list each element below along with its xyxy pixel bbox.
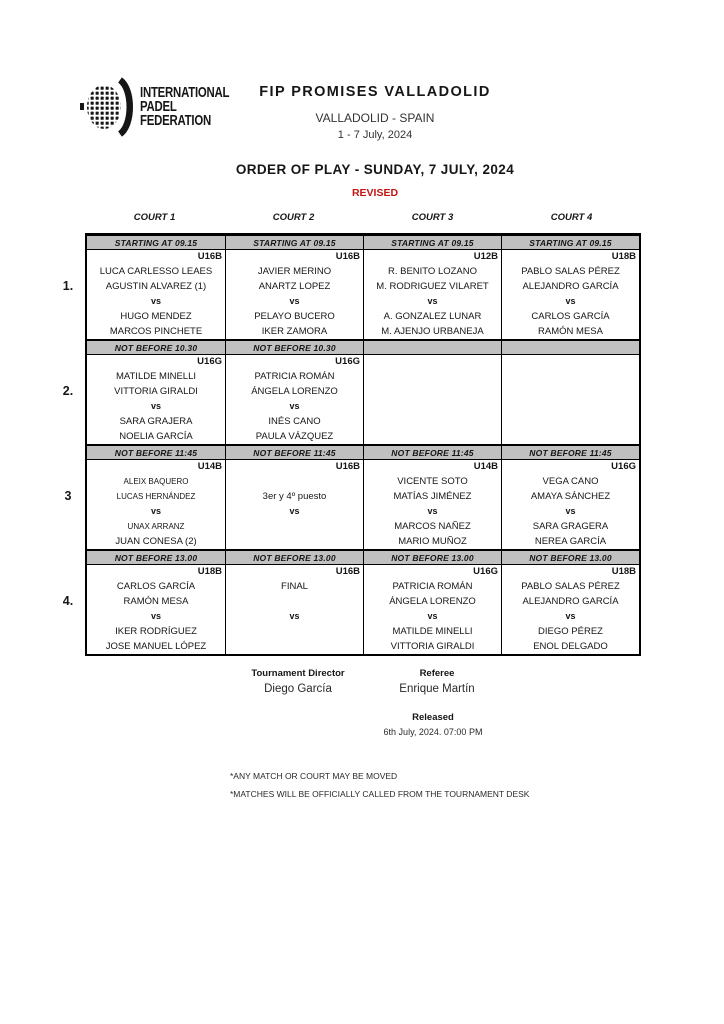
tournament-director-name: Diego García (264, 683, 332, 695)
vs-label: vs (427, 506, 438, 516)
player-name: MARCOS PINCHETE (109, 326, 203, 337)
player-name: NOELIA GARCÍA (119, 431, 193, 442)
player-name: PATRICIA ROMÁN (254, 371, 335, 382)
match-time-band (364, 341, 501, 355)
match-time-band: NOT BEFORE 11:45 (87, 446, 225, 460)
event-title: FIP PROMISES VALLADOLID (259, 84, 491, 100)
logo-line-1: INTERNATIONAL (140, 84, 230, 101)
player-name: PATRICIA ROMÁN (392, 581, 473, 592)
vs-label: vs (150, 296, 161, 306)
schedule-grid (85, 233, 641, 656)
player-name: IKER RODRÍGUEZ (115, 626, 197, 637)
event-dates: 1 - 7 July, 2024 (337, 129, 413, 141)
vs-label: vs (289, 611, 300, 621)
match-cell (501, 236, 639, 339)
player-name: UNAX ARRANZ (127, 522, 185, 531)
match-time-band: STARTING AT 09.15 (364, 236, 501, 250)
player-name: LUCAS HERNÁNDEZ (116, 492, 196, 501)
revised-badge: REVISED (351, 187, 399, 199)
referee-label: Referee (419, 668, 455, 679)
player-name: JUAN CONESA (2) (115, 536, 197, 547)
player-name: RAMÓN MESA (123, 596, 189, 607)
category-label: U16B (335, 461, 360, 472)
category-label: U18B (611, 251, 636, 262)
player-name: ÁNGELA LORENZO (251, 386, 338, 397)
note-match-moved: *ANY MATCH OR COURT MAY BE MOVED (230, 771, 398, 781)
player-name: ENOL DELGADO (533, 641, 608, 652)
final-label: FINAL (281, 581, 308, 592)
footnotes (230, 767, 529, 803)
match-time-band: NOT BEFORE 13.00 (226, 551, 363, 565)
match-cell (87, 551, 225, 654)
player-name (502, 369, 639, 384)
placement-label (226, 474, 363, 489)
match-cell (501, 551, 639, 654)
match-cell (501, 446, 639, 549)
match-cell (225, 551, 363, 654)
player-name (364, 384, 501, 399)
category-label: U12B (473, 251, 498, 262)
match-time-band (502, 341, 639, 355)
vs-label: vs (150, 506, 161, 516)
court-header-3: COURT 3 (411, 212, 454, 223)
match-time-band: NOT BEFORE 10.30 (87, 341, 225, 355)
court-headers (85, 212, 641, 228)
match-cell (363, 446, 501, 549)
row-number-2: 2. (62, 384, 74, 398)
match-time-band: NOT BEFORE 13.00 (87, 551, 225, 565)
category-label (502, 355, 639, 369)
court-header-1: COURT 1 (133, 212, 176, 223)
category-label: U18B (611, 566, 636, 577)
category-label: U14B (473, 461, 498, 472)
player-name (364, 429, 501, 444)
category-label: U16G (611, 461, 636, 472)
match-time-band: NOT BEFORE 11:45 (364, 446, 501, 460)
note-tournament-desk: *MATCHES WILL BE OFFICIALLY CALLED FROM THE TOURNAMENT DESK (230, 789, 530, 799)
player-name (226, 519, 363, 534)
released-label: Released (412, 712, 454, 723)
player-name: RAMÓN MESA (538, 326, 603, 337)
schedule-table (62, 212, 641, 656)
vs-label: vs (289, 401, 300, 411)
category-label: U16G (473, 566, 498, 577)
player-name (364, 414, 501, 429)
player-name: PABLO SALAS PÉREZ (521, 266, 620, 277)
player-name: HUGO MENDEZ (120, 311, 192, 322)
player-name: AGUSTIN ALVAREZ (1) (105, 281, 207, 292)
player-name: NEREA GARCÍA (534, 536, 607, 547)
player-name: PABLO SALAS PÉREZ (521, 581, 620, 592)
schedule-row-3 (87, 444, 639, 549)
player-name: INÉS CANO (268, 416, 321, 427)
match-time-band: NOT BEFORE 13.00 (502, 551, 639, 565)
player-name: JOSE MANUEL LÓPEZ (105, 641, 207, 652)
match-time-band: NOT BEFORE 11:45 (226, 446, 363, 460)
empty-match-cell (363, 341, 501, 444)
player-name: JAVIER MERINO (257, 266, 332, 277)
match-cell (225, 341, 363, 444)
match-cell (363, 551, 501, 654)
player-name: ALEJANDRO GARCÍA (522, 596, 619, 607)
schedule-row-4 (87, 549, 639, 654)
player-name: SARA GRAGERA (532, 521, 609, 532)
category-label (364, 355, 501, 369)
category-label: U14B (197, 461, 222, 472)
player-name: MARIO MUÑOZ (398, 536, 467, 547)
match-time-band: NOT BEFORE 11:45 (502, 446, 639, 460)
vs-label: vs (427, 296, 438, 306)
category-label: U16B (335, 251, 360, 262)
player-name: MATILDE MINELLI (392, 626, 473, 637)
player-name: SARA GRAJERA (119, 416, 193, 427)
vs-label: vs (150, 401, 161, 411)
row-number-4: 4. (62, 594, 74, 608)
player-name: VICENTE SOTO (397, 476, 468, 487)
player-name: IKER ZAMORA (261, 326, 328, 337)
row-number-3: 3 (64, 489, 72, 503)
vs-label (502, 399, 639, 414)
match-cell (87, 236, 225, 339)
referee-name: Enrique Martín (399, 683, 475, 695)
vs-label (364, 399, 501, 414)
player-name: ÁNGELA LORENZO (389, 596, 476, 607)
player-name (226, 624, 363, 639)
empty-match-cell (501, 341, 639, 444)
player-name (502, 414, 639, 429)
category-label: U16B (197, 251, 222, 262)
player-name: VEGA CANO (542, 476, 599, 487)
match-time-band: NOT BEFORE 10.30 (226, 341, 363, 355)
schedule-row-2 (87, 339, 639, 444)
player-name: VITTORIA GIRALDI (114, 386, 198, 397)
vs-label: vs (289, 296, 300, 306)
vs-label: vs (565, 506, 576, 516)
placement-label: 3er y 4º puesto (262, 491, 327, 502)
player-name: ANARTZ LOPEZ (258, 281, 331, 292)
category-label: U16G (197, 356, 222, 367)
player-name: ALEJANDRO GARCÍA (522, 281, 619, 292)
vs-label: vs (565, 611, 576, 621)
order-of-play-title: ORDER OF PLAY - SUNDAY, 7 JULY, 2024 (235, 162, 515, 177)
player-name: CARLOS GARCÍA (531, 311, 610, 322)
player-name: A. GONZALEZ LUNAR (383, 311, 482, 322)
vs-label: vs (427, 611, 438, 621)
match-cell (363, 236, 501, 339)
match-time-band: STARTING AT 09.15 (87, 236, 225, 250)
player-name: MARCOS NAÑEZ (394, 521, 471, 532)
match-cell (225, 236, 363, 339)
category-label: U16B (335, 566, 360, 577)
player-name: PAULA VÁZQUEZ (255, 431, 334, 442)
player-name (226, 534, 363, 549)
logo-line-3: FEDERATION (140, 112, 211, 129)
placement-label (226, 594, 363, 609)
vs-label: vs (565, 296, 576, 306)
match-cell (87, 446, 225, 549)
tournament-director-label: Tournament Director (251, 668, 345, 679)
player-name: R. BENITO LOZANO (387, 266, 478, 277)
player-name (502, 429, 639, 444)
player-name: M. AJENJO URBANEJA (381, 326, 484, 337)
logo-line-2: PADEL (140, 98, 177, 115)
player-name: M. RODRIGUEZ VILARET (376, 281, 489, 292)
category-label: U16G (335, 356, 360, 367)
player-name: ALEIX BAQUERO (123, 477, 189, 486)
player-name: MATÍAS JIMÉNEZ (393, 491, 472, 502)
player-name: DIEGO PÉREZ (538, 626, 603, 637)
row-number-1: 1. (62, 279, 74, 293)
player-name: MATILDE MINELLI (115, 371, 197, 382)
vs-label: vs (289, 506, 300, 516)
player-name (364, 369, 501, 384)
match-cell (87, 341, 225, 444)
match-time-band: NOT BEFORE 13.00 (364, 551, 501, 565)
player-name: AMAYA SÁNCHEZ (530, 491, 611, 502)
released-datetime: 6th July, 2024. 07:00 PM (383, 727, 483, 737)
match-time-band: STARTING AT 09.15 (502, 236, 639, 250)
event-location: VALLADOLID - SPAIN (315, 111, 435, 125)
player-name (226, 639, 363, 654)
player-name (502, 384, 639, 399)
schedule-row-1 (87, 236, 639, 339)
vs-label: vs (150, 611, 161, 621)
court-header-4: COURT 4 (550, 212, 593, 223)
player-name: PELAYO BUCERO (254, 311, 335, 322)
category-label: U18B (197, 566, 222, 577)
match-time-band: STARTING AT 09.15 (226, 236, 363, 250)
player-name: CARLOS GARCÍA (116, 581, 196, 592)
player-name: LUCA CARLESSO LEAES (99, 266, 213, 277)
match-cell (225, 446, 363, 549)
player-name: VITTORIA GIRALDI (390, 641, 475, 652)
court-header-2: COURT 2 (272, 212, 315, 223)
